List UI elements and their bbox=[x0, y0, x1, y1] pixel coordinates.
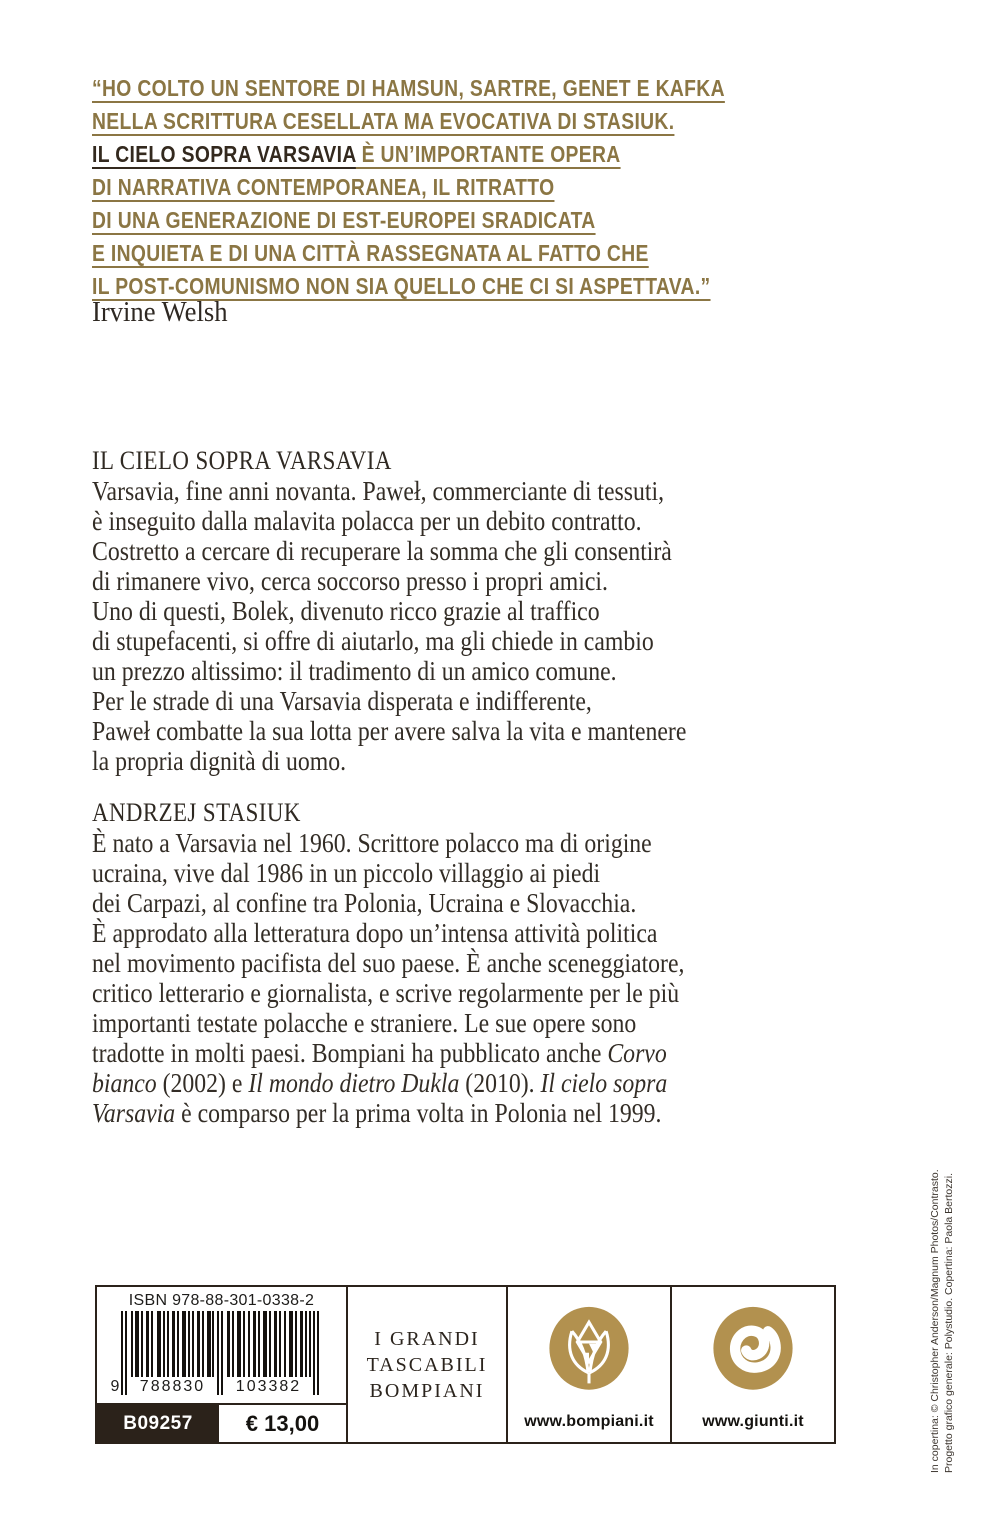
bio-line: bianco (2002) e Il mondo dietro Dukla (2010). Il cielo sopra bbox=[92, 1068, 668, 1098]
giunti-cell bbox=[670, 1287, 834, 1442]
author-bio-block bbox=[92, 798, 765, 1128]
synopsis-line: è inseguito dalla malavita polacca per un debito contratto. bbox=[92, 506, 642, 536]
author-name-heading: ANDRZEJ STASIUK bbox=[92, 798, 301, 827]
quote-line: E INQUIETA E DI UNA CITTÀ RASSEGNATA AL FATTO CHE bbox=[92, 240, 649, 266]
giunti-spiral-icon bbox=[708, 1304, 798, 1398]
synopsis-line: un prezzo altissimo: il tradimento di un amico comune. bbox=[92, 656, 617, 686]
bio-line: tradotte in molti paesi. Bompiani ha pubblicato anche Corvo bbox=[92, 1038, 667, 1068]
quote-line: DI NARRATIVA CONTEMPORANEA, IL RITRATTO bbox=[92, 174, 555, 200]
barcode-digits-left: 788830 bbox=[133, 1378, 213, 1396]
bio-line: È approdato alla letteratura dopo un’intensa attività politica bbox=[92, 918, 658, 948]
synopsis-line: Paweł combatte la sua lotta per avere salva la vita e mantenere bbox=[92, 716, 687, 746]
ean-barcode bbox=[111, 1311, 333, 1395]
barcode-cell bbox=[97, 1287, 346, 1442]
bio-line: È nato a Varsavia nel 1960. Scrittore polacco ma di origine bbox=[92, 828, 652, 858]
barcode-digits bbox=[111, 1378, 333, 1396]
isbn-label: ISBN 978-88-301-0338-2 bbox=[128, 1292, 315, 1309]
bio-line: ucraina, vive dal 1986 in un piccolo villaggio ai piedi bbox=[92, 858, 601, 888]
price-label: € 13,00 bbox=[245, 1410, 320, 1436]
bompiani-cell bbox=[506, 1287, 670, 1442]
bompiani-flower-icon bbox=[544, 1304, 634, 1398]
credit-design: Progetto grafico generale: Polystudio. Copertina: Paola Bertozzi. bbox=[943, 1172, 955, 1473]
synopsis-line: Costretto a cercare di recuperare la somma che gli consentirà bbox=[92, 536, 672, 566]
series-line: BOMPIANI bbox=[369, 1379, 485, 1402]
bompiani-url: www.bompiani.it bbox=[524, 1413, 654, 1430]
series-line: TASCABILI bbox=[366, 1353, 488, 1376]
bio-line: importanti testate polacche e straniere. Le sue opere sono bbox=[92, 1008, 637, 1038]
bio-line: nel movimento pacifista del suo paese. È anche sceneggiatore, bbox=[92, 948, 685, 978]
synopsis-block bbox=[92, 446, 767, 776]
barcode-digit-lead: 9 bbox=[110, 1378, 120, 1395]
cover-credits-vertical bbox=[928, 1128, 968, 1473]
quote-line: “HO COLTO UN SENTORE DI HAMSUN, SARTRE, GENET E KAFKA bbox=[92, 75, 725, 101]
series-cell bbox=[346, 1287, 506, 1442]
footer-strip bbox=[95, 1285, 836, 1444]
synopsis-line: la propria dignità di uomo. bbox=[92, 746, 347, 776]
review-quote-block bbox=[92, 72, 845, 303]
quote-line: NELLA SCRITTURA CESELLATA MA EVOCATIVA DI STASIUK. bbox=[92, 108, 675, 134]
price-row bbox=[97, 1403, 346, 1442]
edition-code-badge: B09257 bbox=[97, 1405, 219, 1442]
synopsis-line: Uno di questi, Bolek, divenuto ricco grazie al traffico bbox=[92, 596, 600, 626]
quote-line: IL CIELO SOPRA VARSAVIA È UN’IMPORTANTE OPERA bbox=[92, 141, 621, 167]
giunti-url: www.giunti.it bbox=[702, 1413, 804, 1430]
barcode-digits-right: 103382 bbox=[229, 1378, 309, 1396]
synopsis-line: Per le strade di una Varsavia disperata e indifferente, bbox=[92, 686, 592, 716]
synopsis-line: di stupefacenti, si offre di aiutarlo, ma gli chiede in cambio bbox=[92, 626, 654, 656]
quote-attribution: Irvine Welsh bbox=[92, 297, 228, 328]
quote-line: DI UNA GENERAZIONE DI EST-EUROPEI SRADICATA bbox=[92, 207, 596, 233]
synopsis-heading: IL CIELO SOPRA VARSAVIA bbox=[92, 446, 392, 475]
quote-line: IL POST-COMUNISMO NON SIA QUELLO CHE CI SI ASPETTAVA.” bbox=[92, 273, 711, 299]
bio-line: critico letterario e giornalista, e scrive regolarmente per le più bbox=[92, 978, 680, 1008]
series-line: I GRANDI bbox=[374, 1327, 480, 1350]
credit-photo: In copertina: © Christopher Anderson/Magnum Photos/Contrasto. bbox=[929, 1169, 941, 1473]
synopsis-line: di rimanere vivo, cerca soccorso presso i propri amici. bbox=[92, 566, 608, 596]
synopsis-line: Varsavia, fine anni novanta. Paweł, commerciante di tessuti, bbox=[92, 476, 665, 506]
bio-line: dei Carpazi, al confine tra Polonia, Ucraina e Slovacchia. bbox=[92, 888, 637, 918]
bio-line: Varsavia è comparso per la prima volta in Polonia nel 1999. bbox=[92, 1098, 662, 1128]
